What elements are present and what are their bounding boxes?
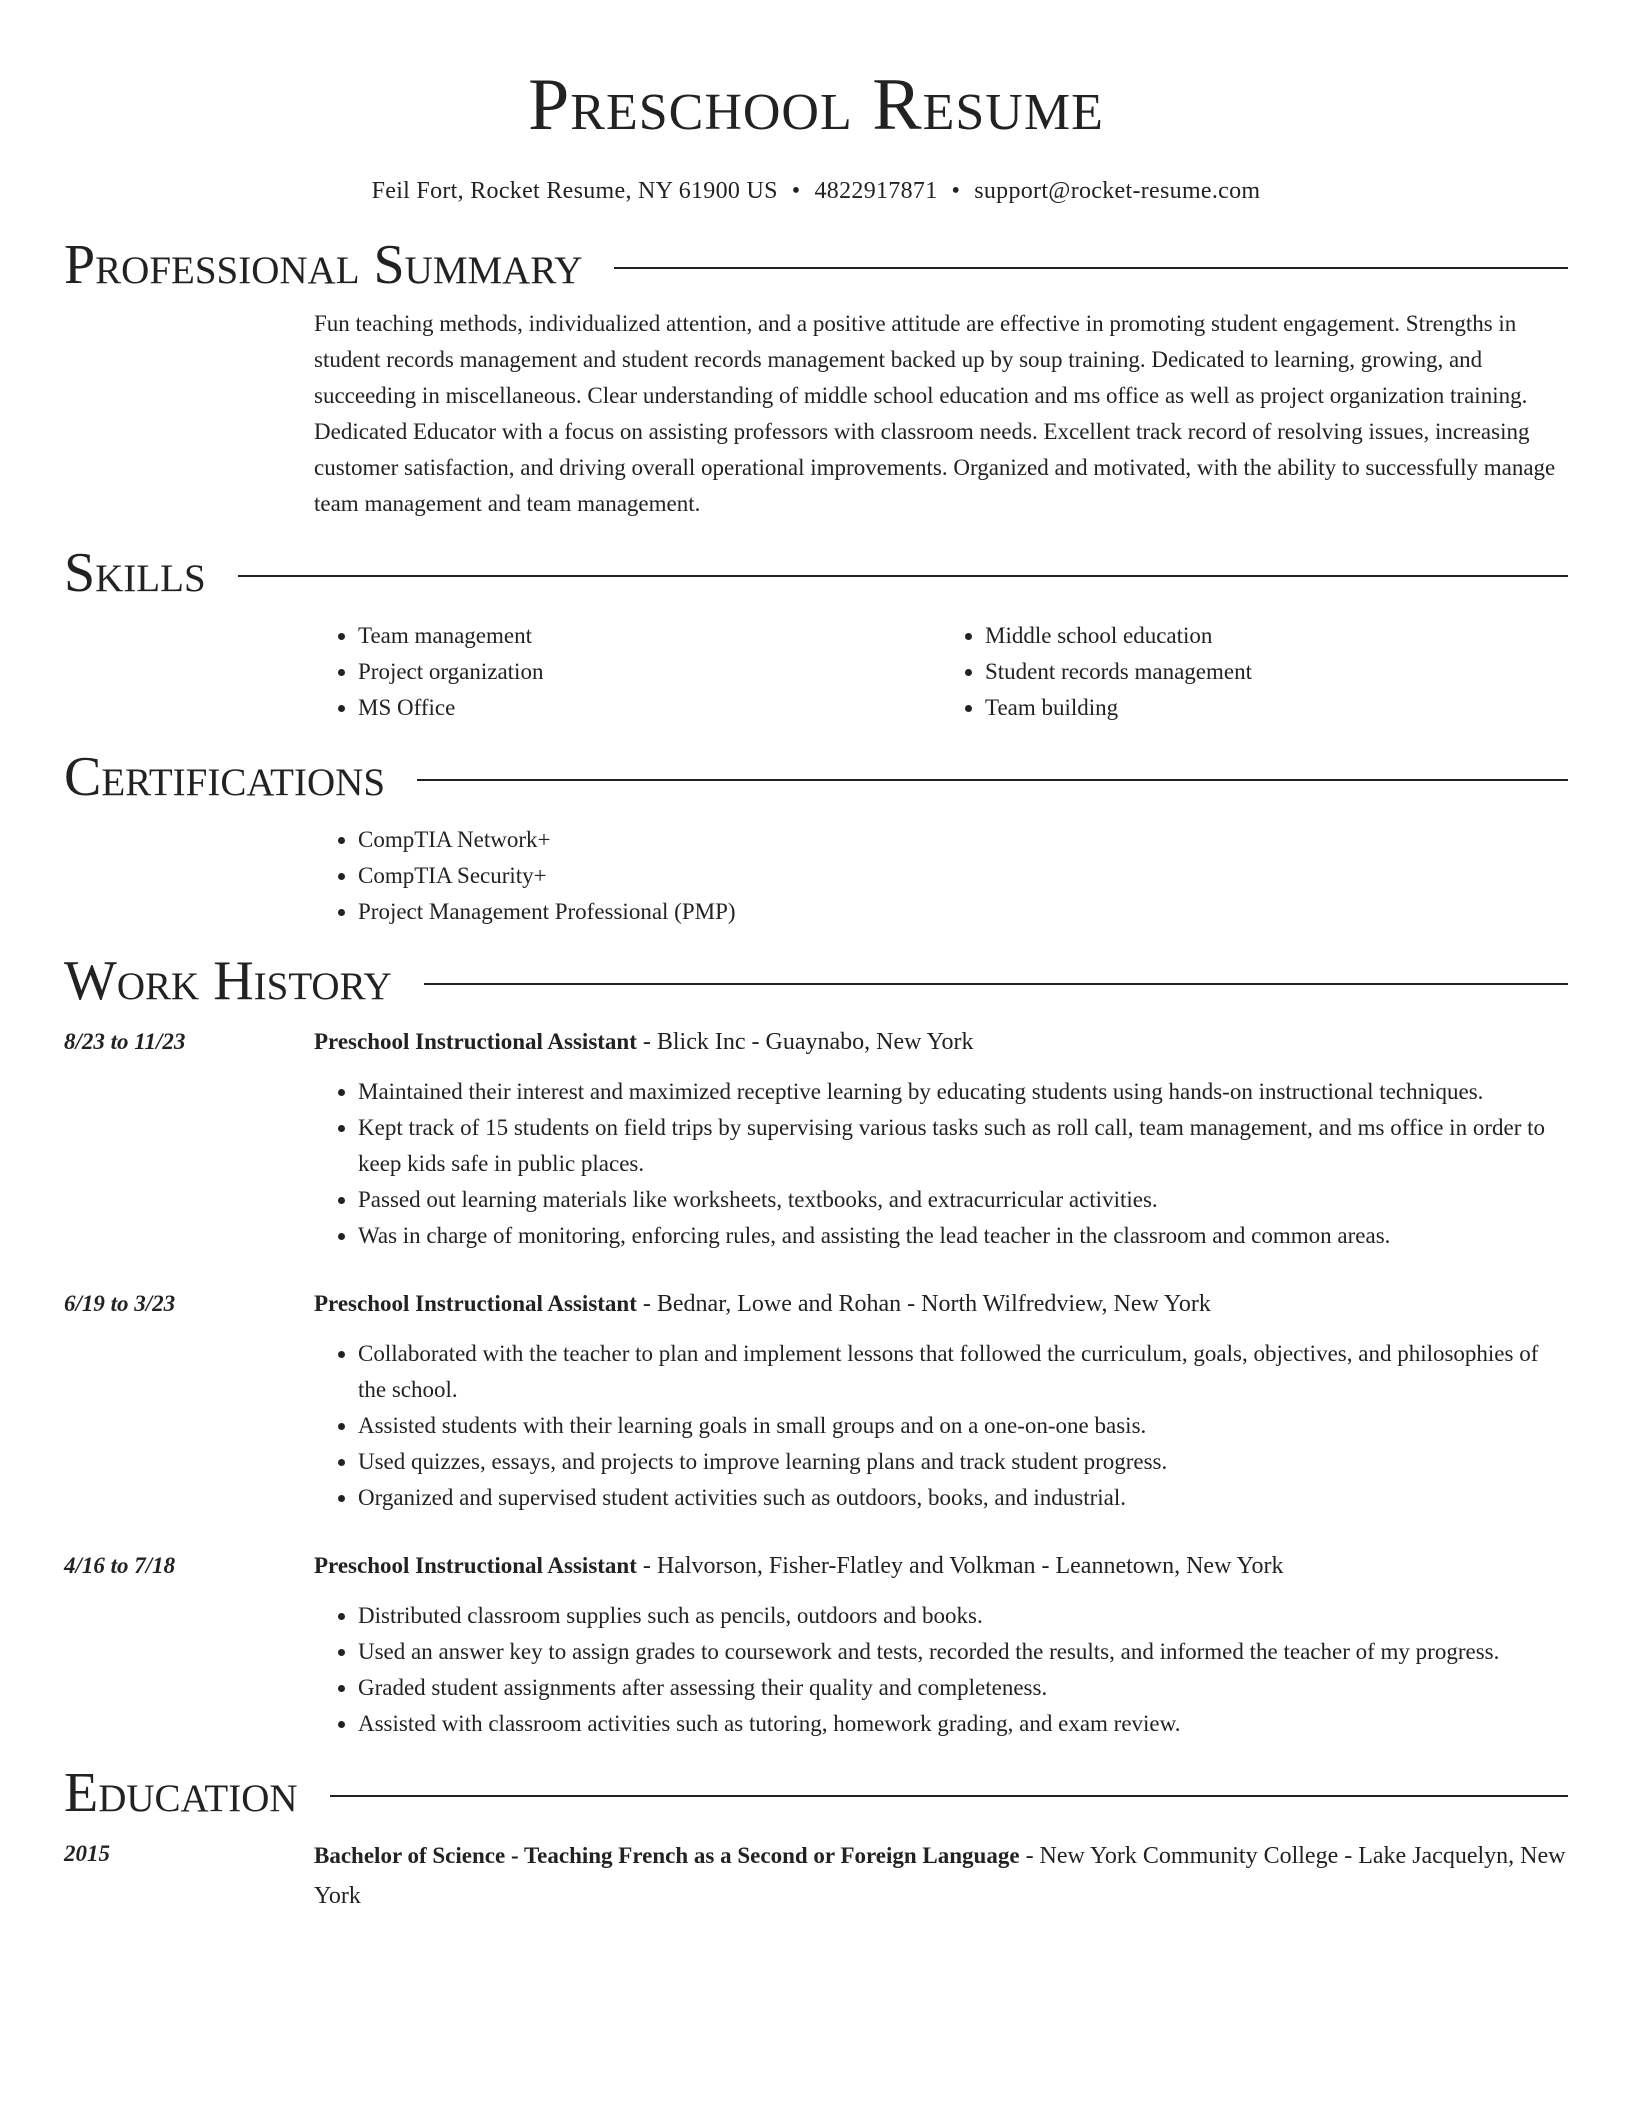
section-divider [614,267,1568,269]
job-heading [314,1024,1568,1060]
certification-item: • Project Management Professional (PMP) [358,894,1568,930]
work-history-title: Work History [64,950,392,1012]
job-bullets [314,1598,1568,1742]
job-position: Preschool Instructional Assistant [314,1291,637,1316]
summary-header [64,234,1568,296]
summary-section [64,234,1568,522]
job-position: Preschool Instructional Assistant [314,1553,637,1578]
section-divider [238,575,1568,577]
job-entry [64,1024,1568,1254]
job-details [314,1548,1568,1742]
skill-item: • Team management [358,618,941,654]
education-header [64,1762,1568,1824]
job-employer: - Blick Inc - Guaynabo, New York [636,1029,974,1055]
skill-item: • Team building [985,690,1568,726]
work-history-header [64,950,1568,1012]
job-heading [314,1286,1568,1322]
job-position: Preschool Instructional Assistant [314,1029,637,1054]
certifications-section [64,746,1568,930]
resume-name: Preschool Resume [528,64,1104,146]
skills-list [314,618,1568,726]
contact-phone: 4822917871 [814,178,938,204]
contact-address: Feil Fort, Rocket Resume, NY 61900 US [371,178,778,204]
job-heading [314,1548,1568,1584]
job-entry [64,1286,1568,1516]
skills-header [64,542,1568,604]
work-history-section [64,950,1568,1742]
job-bullets [314,1336,1568,1516]
job-bullet: • Maintained their interest and maximized receptive learning by educating students using hands-on instructional techniques. [358,1074,1568,1110]
skill-item: • Middle school education [985,618,1568,654]
education-section [64,1762,1568,1916]
job-bullet: • Used quizzes, essays, and projects to improve learning plans and track student progress. [358,1444,1568,1480]
job-bullet: • Organized and supervised student activities such as outdoors, books, and industrial. [358,1480,1568,1516]
education-details [314,1836,1568,1916]
contact-line [64,176,1568,206]
job-bullet: • Distributed classroom supplies such as pencils, outdoors and books. [358,1598,1568,1634]
contact-separator: • [951,178,961,204]
skill-item: • Project organization [358,654,941,690]
job-bullets [314,1074,1568,1254]
skills-title: Skills [64,542,206,604]
certifications-list [314,822,1568,930]
education-entry [64,1836,1568,1916]
job-dates: 8/23 to 11/23 [64,1029,186,1054]
certification-item: • CompTIA Security+ [358,858,1568,894]
job-bullet: • Assisted students with their learning goals in small groups and on a one-on-one basis. [358,1408,1568,1444]
skills-column-left [314,618,941,726]
job-details [314,1024,1568,1254]
job-bullet: • Graded student assignments after assessing their quality and completeness. [358,1670,1568,1706]
certifications-header [64,746,1568,808]
job-bullet: • Assisted with classroom activities such as tutoring, homework grading, and exam review. [358,1706,1568,1742]
education-degree: Bachelor of Science - Teaching French as a Second or Foreign Language [314,1843,1020,1868]
job-entry [64,1548,1568,1742]
job-bullet: • Used an answer key to assign grades to coursework and tests, recorded the results, and informed the teacher of my progress. [358,1634,1568,1670]
job-dates: 6/19 to 3/23 [64,1291,176,1316]
section-divider [330,1795,1568,1797]
job-employer: - Halvorson, Fisher-Flatley and Volkman - Leannetown, New York [636,1553,1284,1579]
section-divider [417,779,1568,781]
section-divider [424,983,1568,985]
job-employer: - Bednar, Lowe and Rohan - North Wilfredview, New York [636,1291,1211,1317]
job-bullet: • Was in charge of monitoring, enforcing rules, and assisting the lead teacher in the classroom and common areas. [358,1218,1568,1254]
job-dates: 4/16 to 7/18 [64,1553,176,1578]
skill-item: • Student records management [985,654,1568,690]
skill-item: • MS Office [358,690,941,726]
certification-item: • CompTIA Network+ [358,822,1568,858]
education-school: - New York Community College - Lake Jacquelyn, New York [314,1843,1566,1909]
contact-email[interactable]: support@rocket-resume.com [974,178,1261,204]
skills-section [64,542,1568,726]
job-details [314,1286,1568,1516]
summary-text: Fun teaching methods, individualized attention, and a positive attitude are effective in promoting student engagement. Strengths in student records management and student records management backed up by soup training. Dedicated to learning, growing, and succeeding in miscellaneous. Clear understanding of middle school education and ms office as well as project organization training. Dedicated Educator with a focus on assisting professors with classroom needs. Excellent track record of resolving issues, increasing customer satisfaction, and driving overall operational improvements. Organized and motivated, with the ability to successfully manage team management and team management. [314,311,1556,516]
summary-title: Professional Summary [64,234,583,296]
certifications-body [314,822,1568,930]
job-bullet: • Kept track of 15 students on field trips by supervising various tasks such as roll call, team management, and ms office in order to keep kids safe in public places. [358,1110,1568,1182]
job-bullet: • Passed out learning materials like worksheets, textbooks, and extracurricular activities. [358,1182,1568,1218]
job-bullet: • Collaborated with the teacher to plan and implement lessons that followed the curriculum, goals, objectives, and philosophies of the school. [358,1336,1568,1408]
summary-body [314,306,1568,522]
contact-separator: • [791,178,801,204]
certifications-title: Certifications [64,746,386,808]
skills-column-right [941,618,1568,726]
education-year: 2015 [64,1841,110,1866]
education-title: Education [64,1762,298,1824]
